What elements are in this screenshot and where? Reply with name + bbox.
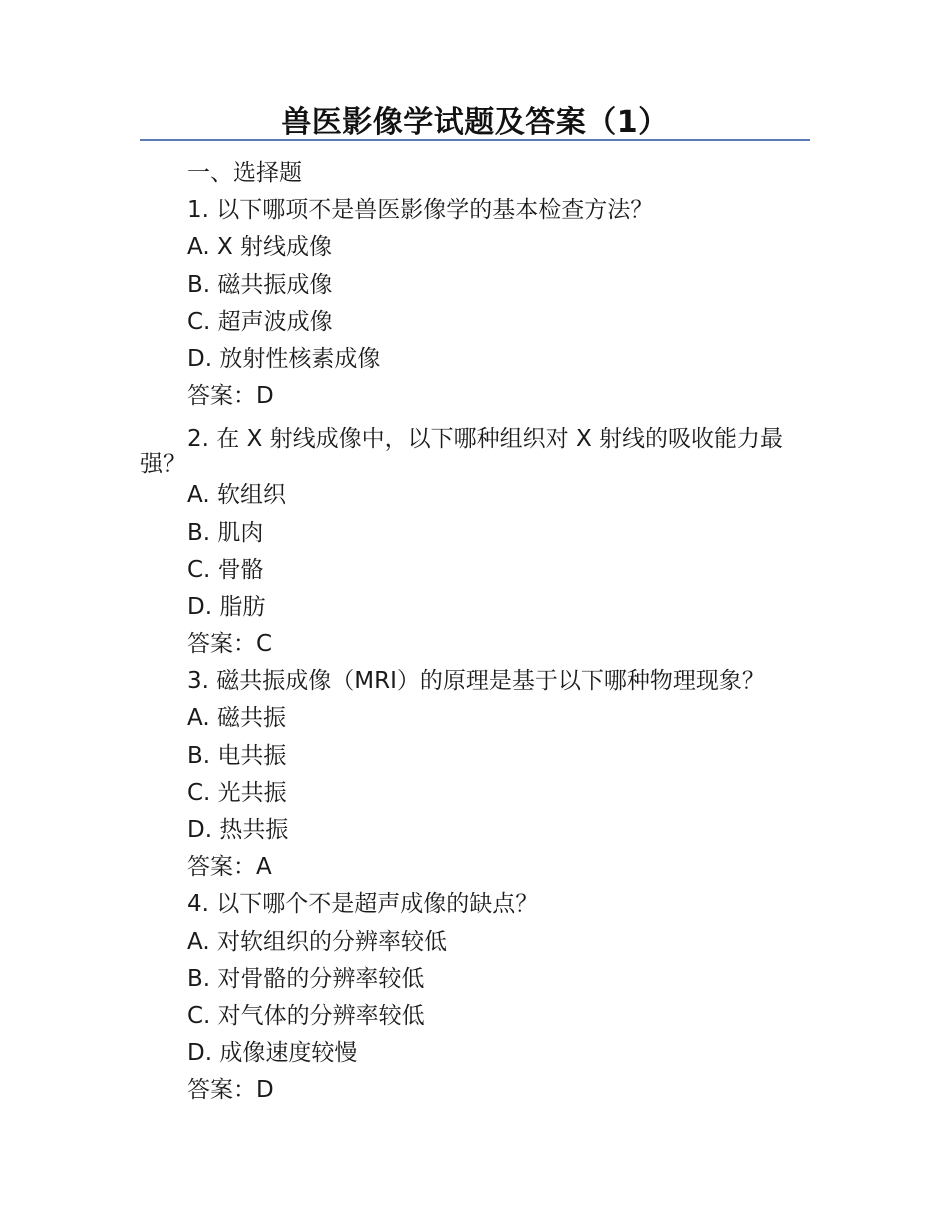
option-b: B. 磁共振成像: [187, 271, 333, 298]
option-d: D. 脂肪: [187, 593, 266, 620]
option-c: C. 超声波成像: [187, 308, 333, 335]
section-heading: 一、选择题: [187, 160, 302, 186]
title-underline: [140, 139, 810, 141]
question-block: [140, 192, 810, 415]
question-block: [140, 886, 810, 1109]
question-text: 1. 以下哪项不是兽医影像学的基本检查方法？: [187, 197, 654, 224]
option-b: B. 对骨骼的分辨率较低: [187, 965, 425, 992]
document-body: [140, 155, 810, 1110]
option-c: C. 光共振: [187, 779, 287, 806]
option-c: C. 对气体的分辨率较低: [187, 1002, 425, 1029]
answer-text: 答案：A: [187, 854, 272, 881]
option-a: A. 磁共振: [187, 705, 286, 732]
answer-text: 答案：D: [187, 383, 274, 410]
option-a: A. 对软组织的分辨率较低: [187, 928, 447, 955]
option-d: D. 放射性核素成像: [187, 345, 381, 372]
question-text: 2. 在 X 射线成像中，以下哪种组织对 X 射线的吸收能力最强？: [140, 426, 784, 478]
option-d: D. 成像速度较慢: [187, 1040, 358, 1067]
option-d: D. 热共振: [187, 817, 289, 843]
option-b: B. 肌肉: [187, 519, 264, 546]
option-a: A. 软组织: [187, 482, 286, 509]
question-block: [140, 663, 810, 886]
option-b: B. 电共振: [187, 742, 287, 769]
answer-text: 答案：C: [187, 631, 273, 658]
document-title: 兽医影像学试题及答案（1）: [281, 105, 669, 140]
question-block: [140, 415, 810, 663]
answer-text: 答案：D: [187, 1077, 274, 1104]
option-c: C. 骨骼: [187, 556, 264, 583]
question-text: 4. 以下哪个不是超声成像的缺点？: [187, 891, 539, 918]
option-a: A. X 射线成像: [187, 234, 333, 261]
question-text: 3. 磁共振成像（MRI）的原理是基于以下哪种物理现象？: [187, 668, 765, 695]
